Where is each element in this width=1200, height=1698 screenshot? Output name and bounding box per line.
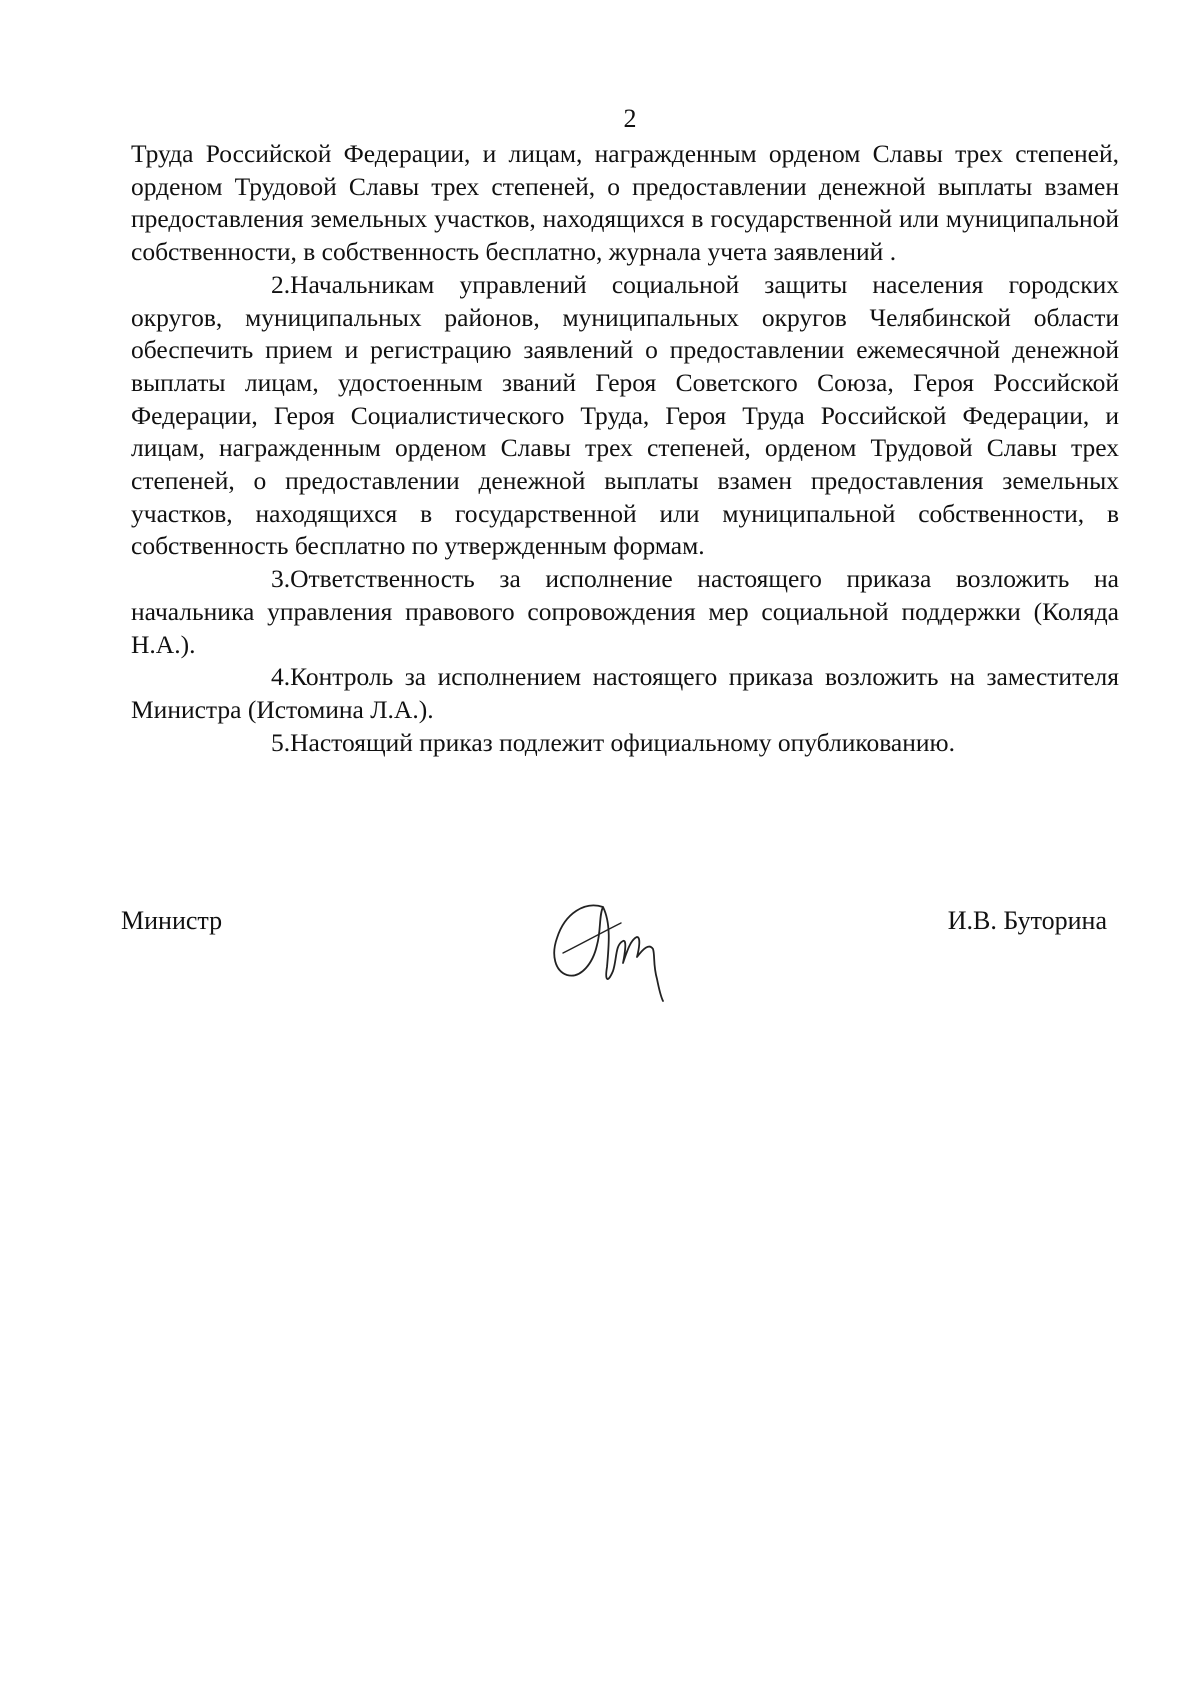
- paragraph-number: 2.: [271, 269, 291, 299]
- paragraph-number: 4.: [271, 662, 291, 692]
- signatory-name: И.В. Буторина: [947, 906, 1107, 935]
- document-body: [131, 138, 1119, 759]
- paragraph-number: 3.: [271, 564, 291, 594]
- paragraph-text: Труда Российской Федерации, и лицам, награжденным орденом Славы трех степеней, орденом Трудовой Славы трех степеней, о предоставлении денежной выплаты взамен предоставления земельных участков, находящихся в государственной или муниципальной собственности, в собственность бесплатно, журнала учета заявлений .: [131, 139, 1119, 267]
- signature-block: [121, 905, 1121, 1025]
- paragraph-text: Ответственность за исполнение настоящего приказа возложить на начальника управления правового сопровождения мер социальной поддержки (Коляда Н.А.).: [131, 564, 1119, 659]
- paragraph-text: Контроль за исполнением настоящего приказа возложить на заместителя Министра (Истомина Л.А.).: [131, 662, 1119, 724]
- paragraph-continuation: [131, 138, 1119, 269]
- handwritten-signature: [545, 893, 675, 1003]
- paragraph-text: Начальникам управлений социальной защиты населения городских округов, муниципальных районов, муниципальных округов Челябинской области обеспечить прием и регистрацию заявлений о предоставлении ежемесячной денежной выплаты лицам, удостоенным званий Героя Советского Союза, Героя Российской Федерации, Героя Социалистического Труда, Героя Труда Российской Федерации, и лицам, награжденным орденом Славы трех степеней, орденом Трудовой Славы трех степеней, о предоставлении денежной выплаты взамен предоставления земельных участков, находящихся в государственной или муниципальной собственности, в собственность бесплатно по утвержденным формам.: [131, 269, 1119, 561]
- signatory-title: Министр: [121, 906, 223, 935]
- page-number: 2: [623, 104, 637, 133]
- paragraph-number: 5.: [271, 727, 291, 757]
- paragraph-2: [131, 269, 1119, 563]
- paragraph-text: Настоящий приказ подлежит официальному опубликованию.: [290, 727, 955, 757]
- paragraph-3: [131, 563, 1119, 661]
- paragraph-5: [131, 727, 1119, 760]
- paragraph-4: [131, 661, 1119, 726]
